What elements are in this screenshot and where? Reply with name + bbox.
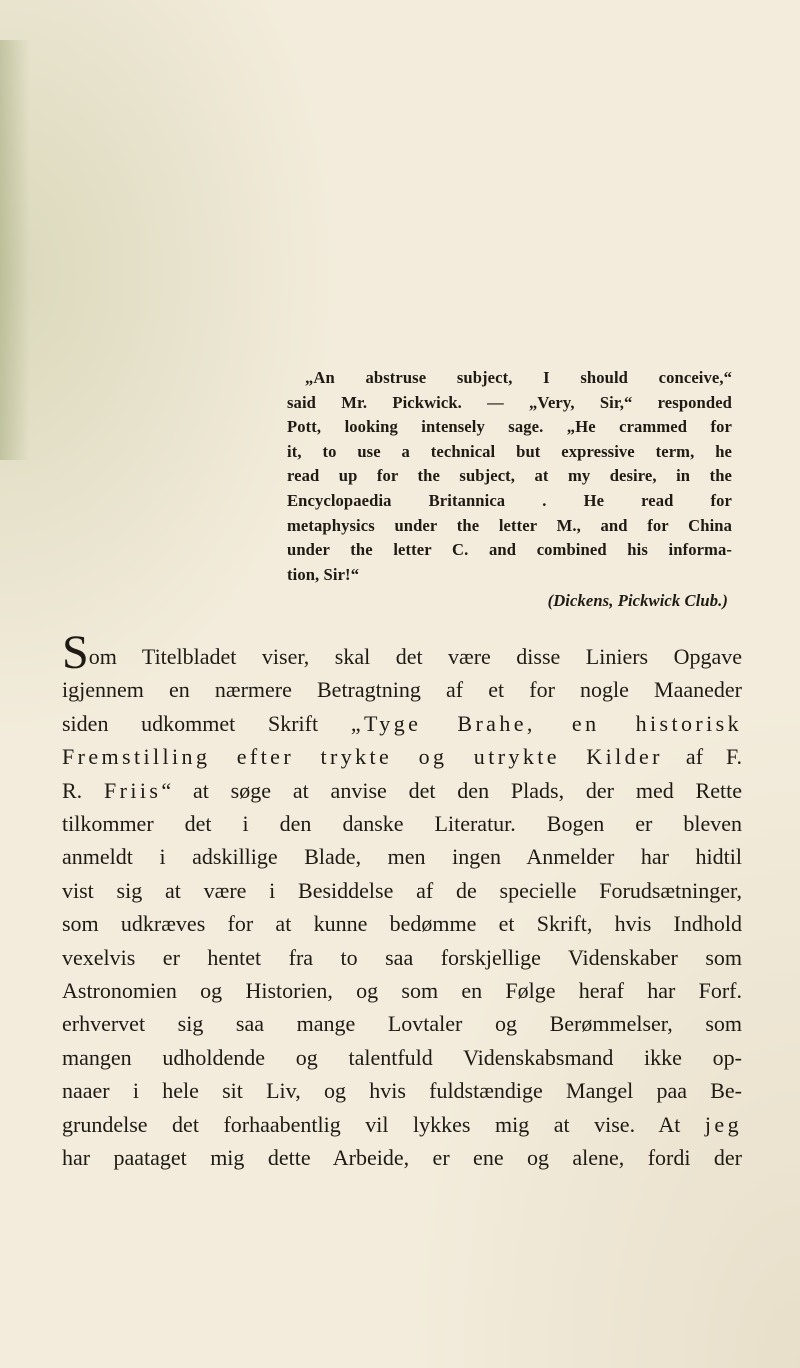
author-name: Friis [104, 777, 162, 803]
body-line-text: om Titelbladet viser, skal det være disse Liniers Opgave [88, 644, 742, 669]
book-title: „Tyge Brahe, en historisk [350, 710, 743, 736]
body-line: mangen udholdende og talentfuld Videnskabsmand ikke op- [62, 1044, 742, 1070]
epigraph-line: metaphysics under the letter M., and for China [287, 515, 732, 535]
epigraph-line: under the letter C. and combined his informa- [287, 540, 732, 560]
body-line: anmeldt i adskillige Blade, men ingen Anmelder har hidtil [62, 844, 742, 870]
body-line: tilkommer det i den danske Literatur. Bogen er bleven [62, 811, 742, 837]
body-line-text: af F. [662, 744, 742, 770]
body-line-text: “ at søge at anvise det den Plads, der med Rette [161, 777, 742, 803]
body-text [62, 626, 743, 1175]
body-line: som udkræves for at kunne bedømme et Skrift, hvis Indhold [62, 911, 742, 937]
body-line: vist sig at være i Besiddelse af de specielle Forudsætninger, [62, 877, 742, 903]
epigraph-line: Encyclopaedia Britannica . He read for [287, 490, 732, 510]
body-line [62, 740, 742, 773]
page-edge-stain [0, 40, 30, 460]
epigraph-line: said Mr. Pickwick. — „Very, Sir,“ responded [287, 392, 732, 412]
body-line-text: grundelse det forhaabentlig vil lykkes mig at vise. At [62, 1111, 681, 1137]
body-line: naaer i hele sit Liv, og hvis fuldstændige Mangel paa Be- [62, 1078, 742, 1104]
book-title: Fremstilling efter trykte og utrykte Kilder [62, 744, 663, 770]
body-line [62, 707, 742, 740]
epigraph-source: (Dickens, Pickwick Club.) [547, 591, 728, 611]
epigraph-line: it, to use a technical but expressive term, he [287, 441, 732, 461]
body-line: vexelvis er hentet fra to saa forskjellige Videnskaber som [62, 944, 742, 970]
body-line: igjennem en nærmere Betragtning af et for nogle Maaneder [62, 677, 742, 703]
body-line-text: siden udkommet Skrift [62, 710, 351, 736]
body-line [62, 774, 742, 807]
drop-cap: S [62, 626, 89, 679]
emphasis-word: jeg [704, 1111, 742, 1137]
body-line: har paataget mig dette Arbeide, er ene og alene, fordi der [62, 1145, 742, 1171]
epigraph [287, 366, 732, 614]
body-line: erhvervet sig saa mange Lovtaler og Berømmelser, som [62, 1011, 742, 1037]
epigraph-line: „An abstruse subject, I should conceive,“ [305, 368, 732, 387]
body-line-text: R. [62, 777, 105, 803]
epigraph-line: read up for the subject, at my desire, in the [287, 466, 732, 486]
epigraph-line: tion, Sir!“ [287, 564, 360, 584]
body-line: Astronomien og Historien, og som en Følge heraf har Forf. [62, 978, 742, 1004]
epigraph-line: Pott, looking intensely sage. „He crammed for [287, 417, 732, 437]
body-line [62, 626, 742, 679]
body-line [62, 1108, 742, 1141]
